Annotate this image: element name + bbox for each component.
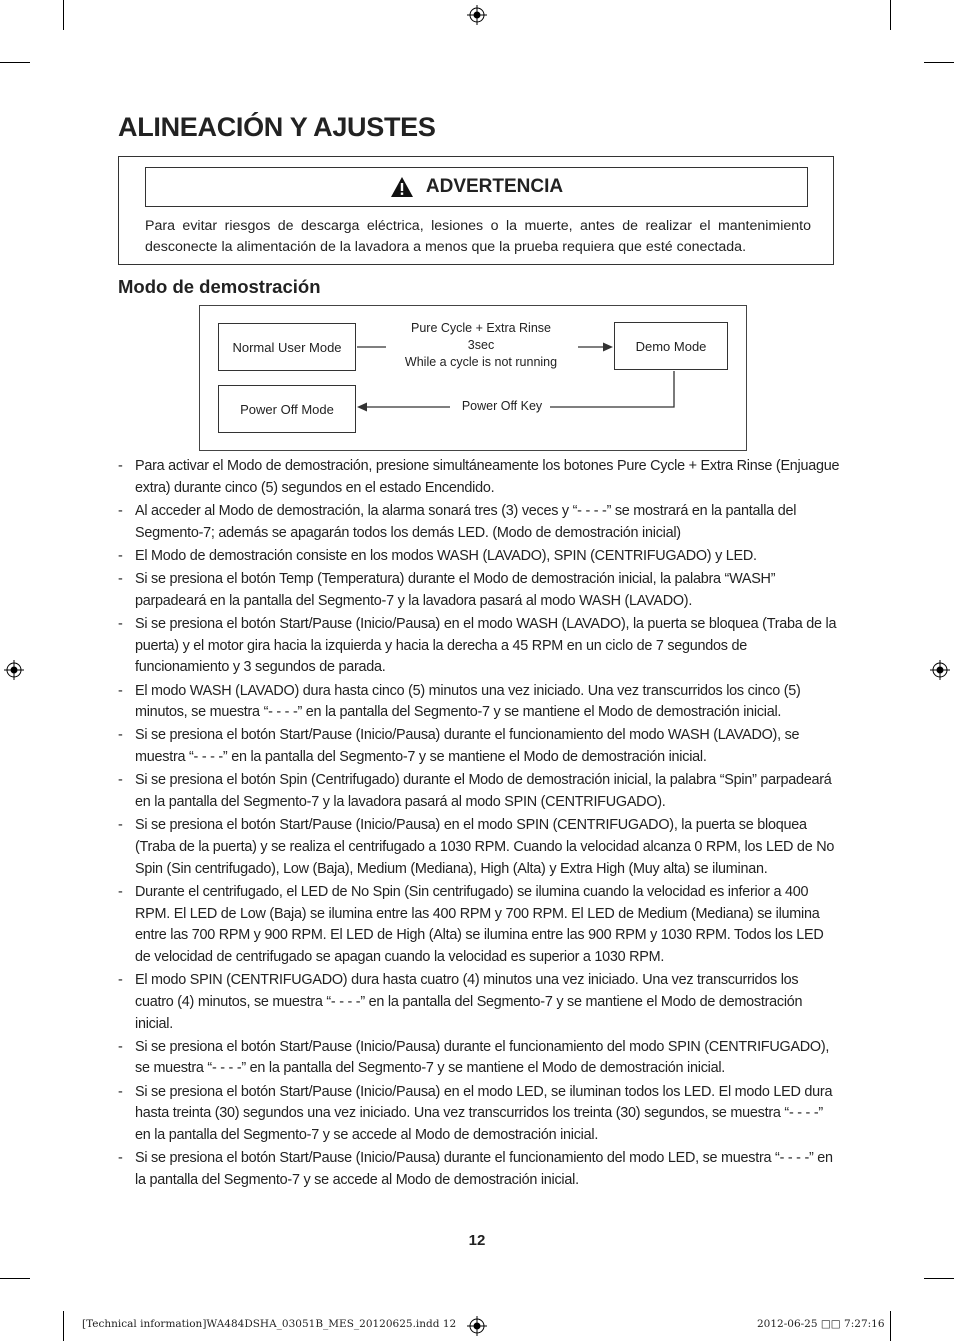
transition-line-2: 3sec	[467, 338, 495, 352]
crop-mark	[63, 0, 64, 30]
crop-mark	[924, 62, 954, 63]
list-item: - Si se presiona el botón Start/Pause (Inicio/Pausa) durante el funcionamiento del modo LED, se muestra “- - - -” en la pantalla del Segmento-7 y se accede al Modo de demostración inicial.	[118, 1148, 840, 1191]
warning-heading: ADVERTENCIA	[425, 176, 564, 197]
list-item: - Si se presiona el botón Start/Pause (Inicio/Pausa) en el modo WASH (LAVADO), la puerta se bloquea (Traba de la puerta) y el motor gira hacia la izquierda y hacia la derecha a 45 RPM en un ciclo de 7 segundos de funcionamiento y 3 segundos de parada.	[118, 614, 840, 679]
footer-file-info: [Technical information]WA484DSHA_03051B_MES_20120625.indd 12	[82, 1318, 457, 1330]
normal-user-mode-label: Normal User Mode	[232, 339, 342, 355]
list-item: - El Modo de demostración consiste en los modos WASH (LAVADO), SPIN (CENTRIFUGADO) y LED.	[118, 546, 840, 568]
warning-text: Para evitar riesgos de descarga eléctrica, lesiones o la muerte, antes de realizar el mantenimiento desconecte la alimentación de la lavadora a menos que la prueba requiera que esté conectada.	[145, 218, 811, 255]
footer-timestamp: 2012-06-25 □□ 7:27:16	[757, 1318, 885, 1330]
list-item: - Si se presiona el botón Spin (Centrifugado) durante el Modo de demostración inicial, la palabra “Spin” parpadeará en la pantalla del Segmento-7 y la lavadora pasará al modo SPIN (CENTRIFUGADO).	[118, 770, 840, 813]
list-item: - Si se presiona el botón Start/Pause (Inicio/Pausa) durante el funcionamiento del modo SPIN (CENTRIFUGADO), se muestra “- - - -” en la pantalla del Segmento-7 y se mantiene el Modo de demostración inicial.	[118, 1037, 840, 1080]
section-title: Modo de demostración	[118, 276, 321, 297]
list-item: - Si se presiona el botón Start/Pause (Inicio/Pausa) durante el funcionamiento del modo WASH (LAVADO), se muestra “- - - -” en la pantalla del Segmento-7 y se mantiene el Modo de demostración inicial.	[118, 725, 840, 768]
crop-mark	[0, 62, 30, 63]
crop-mark	[890, 1311, 891, 1341]
list-item: - El modo WASH (LAVADO) dura hasta cinco (5) minutos una vez iniciado. Una vez transcurridos los cinco (5) minutos, se muestra “- - - -” en la pantalla del Segmento-7 y se mantiene el Modo de demostración inicial.	[118, 681, 840, 724]
registration-mark-icon	[467, 1316, 487, 1336]
registration-mark-icon	[930, 660, 950, 680]
transition-line-3: While a cycle is not running	[404, 355, 558, 369]
warning-header	[145, 167, 808, 207]
page-number: 12	[468, 1232, 486, 1249]
diagram-arrows	[200, 306, 746, 450]
list-item: - Si se presiona el botón Start/Pause (Inicio/Pausa) en el modo LED, se iluminan todos los LED. El modo LED dura hasta treinta (30) segundos una vez iniciado. Una vez transcurridos los treinta (30) segundos, se muestra “- - - -” en la pantalla del Segmento-7 y se accede al Modo de demostración inicial.	[118, 1082, 840, 1147]
crop-mark	[0, 1278, 30, 1279]
list-item: - Durante el centrifugado, el LED de No Spin (Sin centrifugado) se ilumina cuando la velocidad es inferior a 400 RPM. El LED de Low (Baja) se ilumina entre las 400 RPM y 700 RPM. El LED de Medium (Mediana) se ilumina entre las 700 RPM y 900 RPM. El LED de High (Alta) se ilumina entre las 900 RPM y 1030 RPM. Todos los LED de velocidad de centrifugado se apagan cuando la velocidad es superior a 1030 RPM.	[118, 882, 840, 969]
list-item: - El modo SPIN (CENTRIFUGADO) dura hasta cuatro (4) minutos una vez iniciado. Una vez transcurridos los cuatro (4) minutos, se muestra “- - - -” en la pantalla del Segmento-7 y se mantiene el Modo de demostración inicial.	[118, 970, 840, 1035]
demo-mode-label: Demo Mode	[635, 338, 707, 354]
power-off-mode-label: Power Off Mode	[240, 401, 334, 417]
list-item: - Si se presiona el botón Start/Pause (Inicio/Pausa) en el modo SPIN (CENTRIFUGADO), la puerta se bloquea (Traba de la puerta) y se realiza el centrifugado a 1030 RPM. Cuando la velocidad alcanza 0 RPM, los LED de No Spin (Sin centrifugado), Low (Baja), Medium (Mediana), High (Alta) y Extra High (Muy alta) se iluminan.	[118, 815, 840, 880]
demo-mode-diagram	[199, 305, 747, 451]
power-off-key-label: Power Off Key	[461, 399, 543, 413]
registration-mark-icon	[467, 5, 487, 25]
crop-mark	[63, 1311, 64, 1341]
transition-line-1: Pure Cycle + Extra Rinse	[411, 321, 551, 335]
crop-mark	[890, 0, 891, 30]
list-item: - Si se presiona el botón Temp (Temperatura) durante el Modo de demostración inicial, la palabra “WASH” parpadeará en la pantalla del Segmento-7 y la lavadora pasará al modo WASH (LAVADO).	[118, 569, 840, 612]
demo-mode-list	[118, 456, 840, 1193]
warning-triangle-icon	[390, 176, 414, 198]
registration-mark-icon	[4, 660, 24, 680]
list-item: - Para activar el Modo de demostración, presione simultáneamente los botones Pure Cycle + Extra Rinse (Enjuague extra) durante cinco (5) segundos en el estado Encendido.	[118, 456, 840, 499]
page-title: ALINEACIÓN Y AJUSTES	[118, 112, 436, 142]
crop-mark	[924, 1278, 954, 1279]
list-item: - Al acceder al Modo de demostración, la alarma sonará tres (3) veces y “- - - -” se mostrará en la pantalla del Segmento-7; además se apagarán todos los demás LED. (Modo de demostración inicial)	[118, 501, 840, 544]
